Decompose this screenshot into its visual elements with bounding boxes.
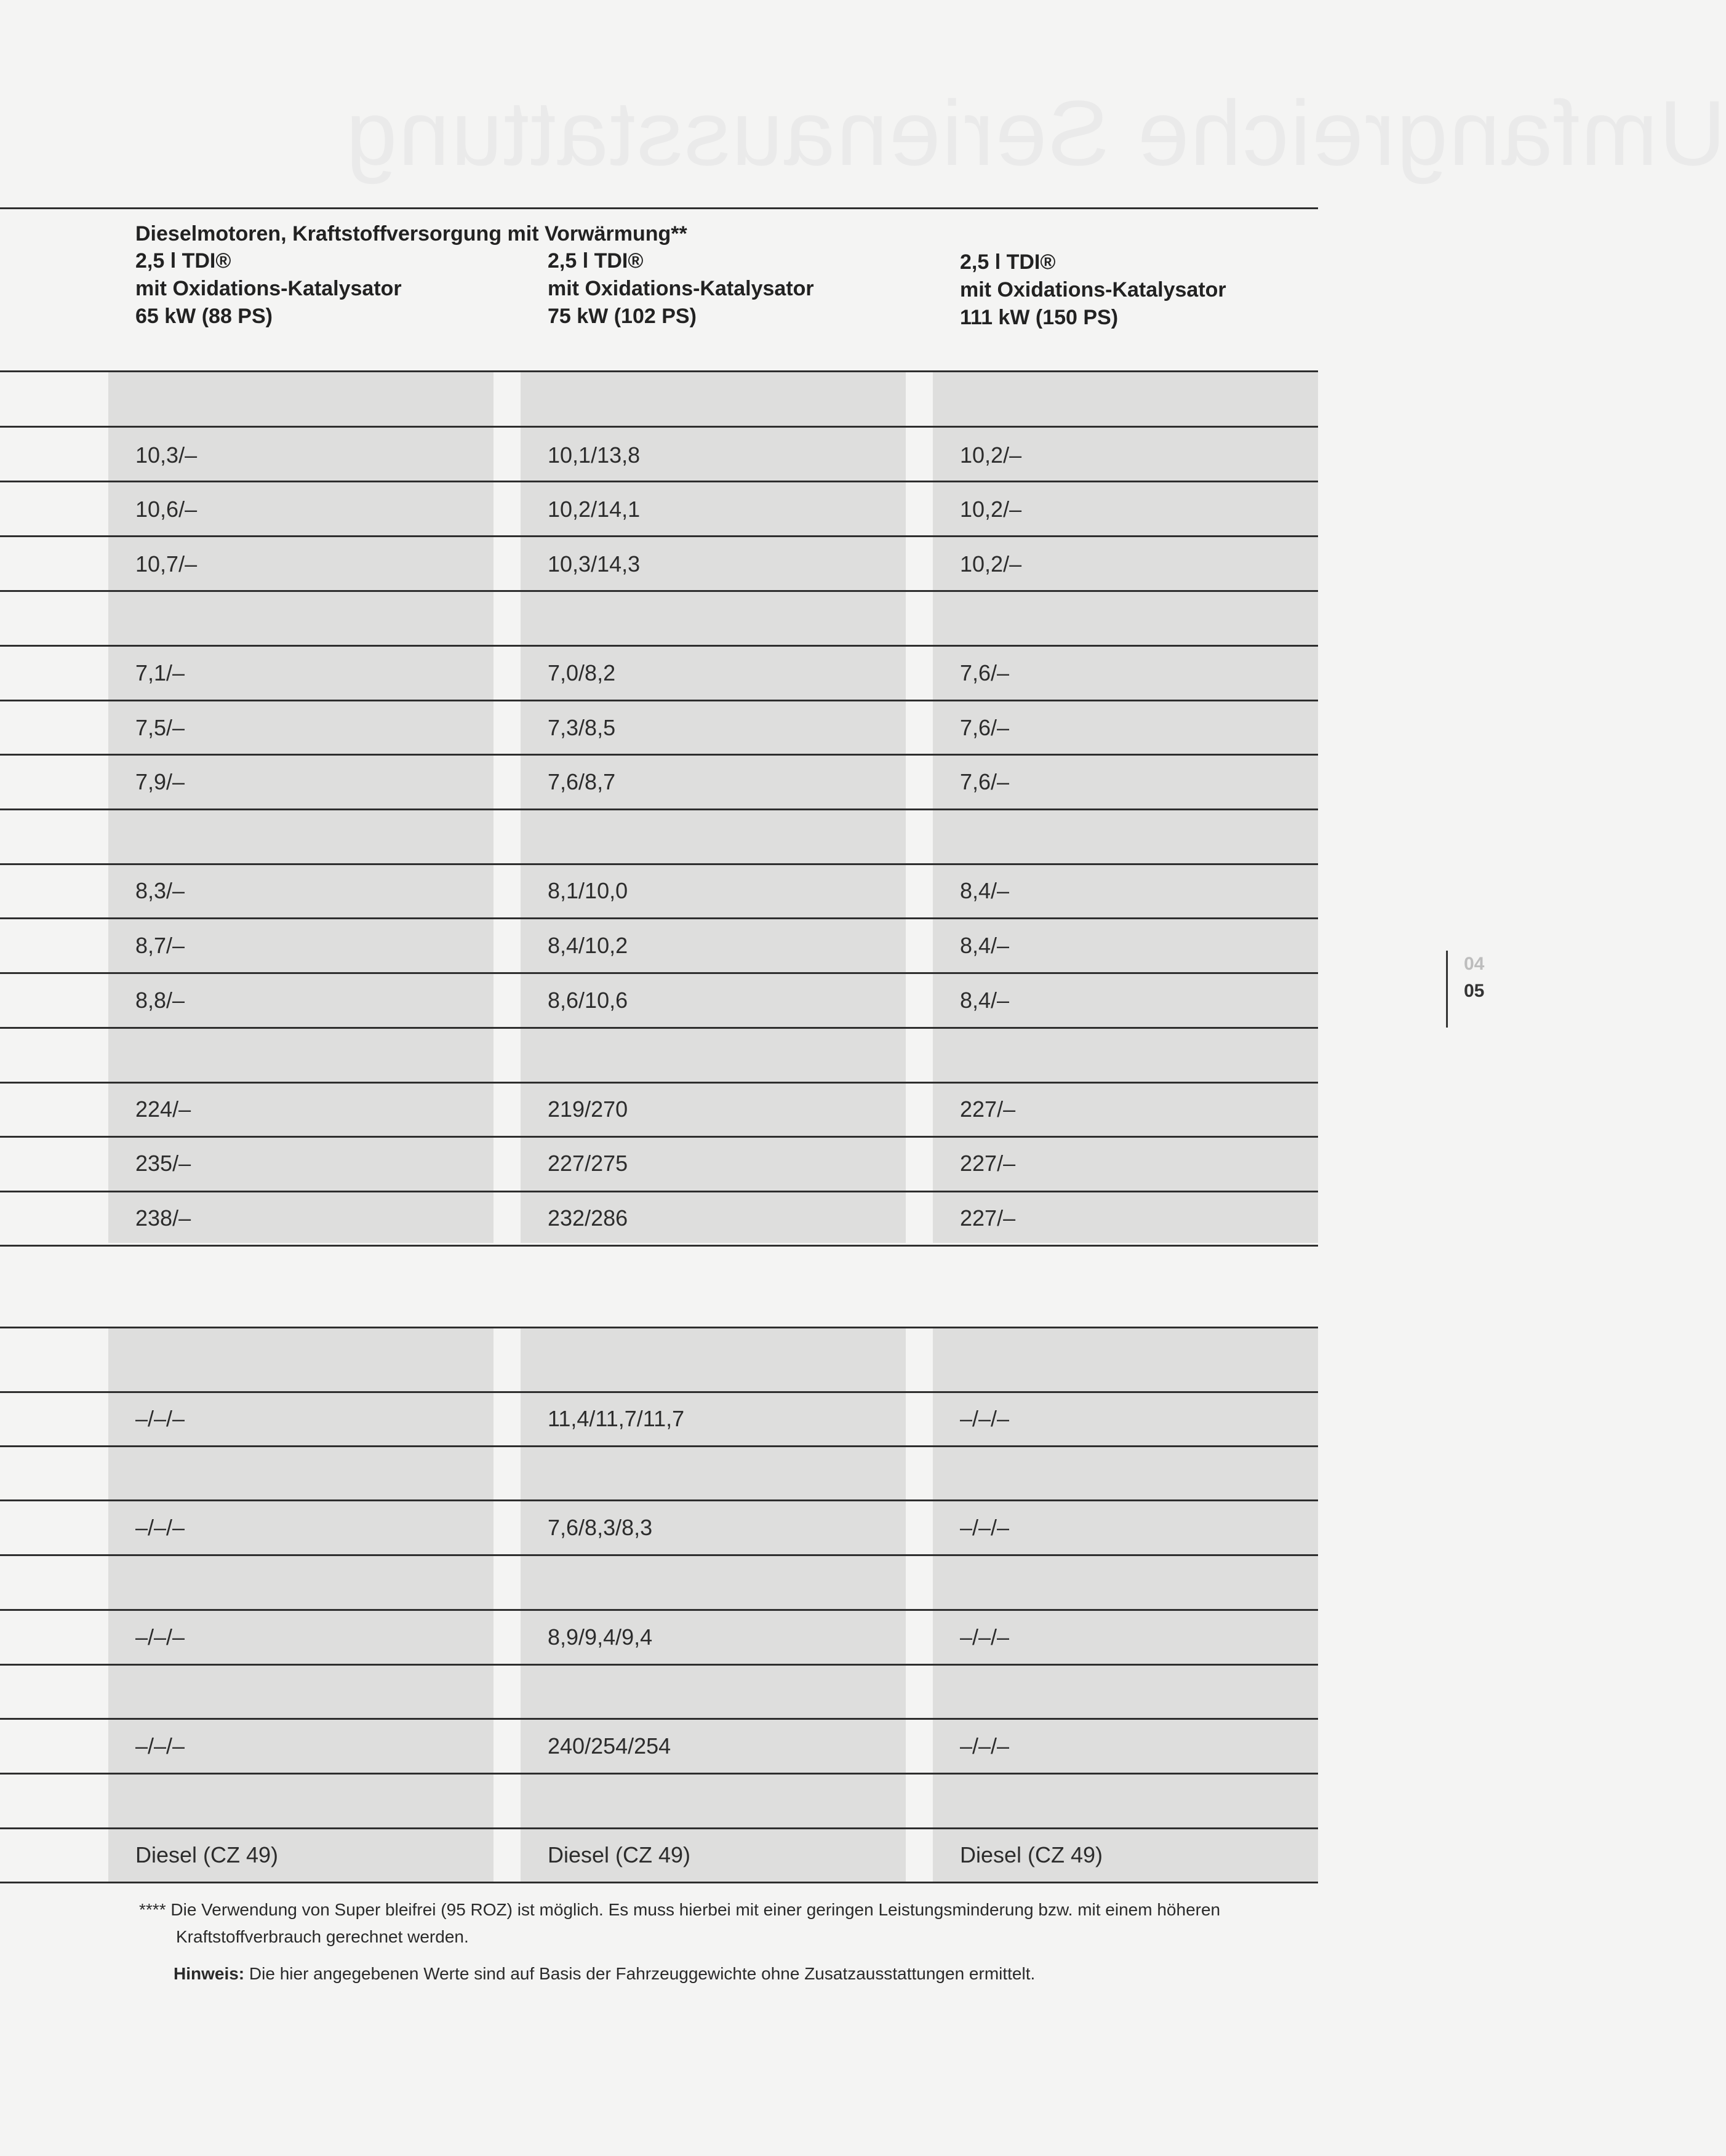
- footnote-marker: ****: [139, 1900, 166, 1919]
- table-cell: –/–/–: [960, 1624, 1010, 1650]
- table-cell: –/–/–: [135, 1733, 185, 1759]
- table-cell: 10,3/–: [135, 442, 198, 468]
- table-cell: 8,1/10,0: [548, 878, 628, 903]
- row-rule: [0, 370, 1318, 372]
- hint-text: Die hier angegebenen Werte sind auf Basis der Fahrzeuggewichte ohne Zusatzausstattungen ermittelt.: [244, 1964, 1036, 1983]
- catalyst-label: mit Oxidations-Katalysator: [960, 278, 1226, 301]
- engine-name: 2,5 l TDI®: [960, 250, 1056, 274]
- row-rule: [0, 1609, 1318, 1611]
- table-cell: 7,6/–: [960, 715, 1010, 740]
- row-rule: [0, 481, 1318, 482]
- table-cell: 227/275: [548, 1151, 628, 1176]
- power-label: 65 kW (88 PS): [135, 305, 273, 328]
- table-cell: –/–/–: [135, 1624, 185, 1650]
- page-number-previous: 04: [1464, 954, 1485, 974]
- row-rule: [0, 535, 1318, 537]
- table-cell: 7,6/8,7: [548, 769, 616, 794]
- table-cell: 10,3/14,3: [548, 551, 641, 577]
- table-cell: 11,4/11,7/11,7: [548, 1406, 685, 1431]
- table-cell: 8,4/–: [960, 878, 1010, 903]
- table-top-rule: [0, 207, 1318, 209]
- table-cell: Diesel (CZ 49): [135, 1842, 279, 1867]
- catalyst-label: mit Oxidations-Katalysator: [548, 277, 814, 300]
- table-cell: 10,7/–: [135, 551, 198, 577]
- table-cell: 7,5/–: [135, 715, 185, 740]
- table-cell: 8,7/–: [135, 933, 185, 958]
- row-rule: [0, 863, 1318, 865]
- row-rule: [0, 754, 1318, 756]
- table-cell: 10,1/13,8: [548, 442, 641, 468]
- row-rule: [0, 1327, 1318, 1328]
- footnote: [139, 1896, 1308, 1950]
- row-rule: [0, 645, 1318, 647]
- hint-note: [174, 1962, 1035, 1986]
- engine-column-header-3: [960, 249, 1341, 332]
- table-cell: 8,4/10,2: [548, 933, 628, 958]
- table-cell: 7,9/–: [135, 769, 185, 794]
- table-cell: 7,6/8,3/8,3: [548, 1515, 653, 1540]
- table-cell: 10,2/–: [960, 551, 1022, 577]
- table-cell: 232/286: [548, 1205, 628, 1231]
- table-cell: 7,6/–: [960, 660, 1010, 685]
- table-cell: 238/–: [135, 1205, 191, 1231]
- table-cell: 7,1/–: [135, 660, 185, 685]
- table-cell: –/–/–: [135, 1515, 185, 1540]
- section-title: Dieselmotoren, Kraftstoffversorgung mit Vorwärmung**: [135, 222, 687, 246]
- row-rule: [0, 700, 1318, 701]
- table-cell: –/–/–: [960, 1515, 1010, 1540]
- row-rule: [0, 426, 1318, 428]
- row-rule: [0, 972, 1318, 974]
- row-rule: [0, 1027, 1318, 1029]
- row-rule: [0, 1664, 1318, 1666]
- row-rule: [0, 1827, 1318, 1829]
- table-cell: –/–/–: [960, 1733, 1010, 1759]
- row-rule: [0, 1773, 1318, 1775]
- table-cell: –/–/–: [135, 1406, 185, 1431]
- table-cell: 227/–: [960, 1096, 1016, 1122]
- table-cell: 240/254/254: [548, 1733, 671, 1759]
- row-rule: [0, 1245, 1318, 1247]
- row-rule: [0, 1136, 1318, 1138]
- table-cell: 7,3/8,5: [548, 715, 616, 740]
- table-cell: 227/–: [960, 1205, 1016, 1231]
- row-rule: [0, 1718, 1318, 1720]
- page-number-current: 05: [1464, 981, 1485, 1001]
- background-title: Umfangreiche Serienausstattung: [345, 81, 1726, 185]
- table-cell: 219/270: [548, 1096, 628, 1122]
- row-rule: [0, 1082, 1318, 1084]
- table-cell: 224/–: [135, 1096, 191, 1122]
- engine-column-header-2: [548, 247, 929, 330]
- footnote-text: Die Verwendung von Super bleifrei (95 ROZ) ist möglich. Es muss hierbei mit einer geringen Leistungsminderung bzw. mit einem höheren: [170, 1900, 1221, 1919]
- table-cell: 8,4/–: [960, 933, 1010, 958]
- table-cell: –/–/–: [960, 1406, 1010, 1431]
- engine-name: 2,5 l TDI®: [135, 249, 231, 273]
- table-cell: 7,0/8,2: [548, 660, 616, 685]
- table-cell: Diesel (CZ 49): [548, 1842, 691, 1867]
- row-rule: [0, 917, 1318, 919]
- page-numbers: [1446, 951, 1484, 1028]
- table-cell: 8,8/–: [135, 988, 185, 1013]
- table-cell: 8,3/–: [135, 878, 185, 903]
- table-cell: 8,9/9,4/9,4: [548, 1624, 653, 1650]
- table-cell: 8,6/10,6: [548, 988, 628, 1013]
- power-label: 75 kW (102 PS): [548, 305, 697, 328]
- table-cell: 10,2/14,1: [548, 497, 641, 522]
- table-cell: 8,4/–: [960, 988, 1010, 1013]
- table-cell: 7,6/–: [960, 769, 1010, 794]
- power-label: 111 kW (150 PS): [960, 306, 1119, 329]
- footnote-text-continued: Kraftstoffverbrauch gerechnet werden.: [176, 1927, 469, 1946]
- row-rule: [0, 1554, 1318, 1556]
- table-cell: 235/–: [135, 1151, 191, 1176]
- row-rule: [0, 808, 1318, 810]
- engine-name: 2,5 l TDI®: [548, 249, 644, 273]
- row-rule: [0, 1391, 1318, 1393]
- row-rule: [0, 590, 1318, 592]
- row-rule: [0, 1882, 1318, 1883]
- table-cell: Diesel (CZ 49): [960, 1842, 1103, 1867]
- table-cell: 10,6/–: [135, 497, 198, 522]
- catalyst-label: mit Oxidations-Katalysator: [135, 277, 402, 300]
- row-rule: [0, 1191, 1318, 1192]
- table-cell: 10,2/–: [960, 442, 1022, 468]
- row-rule: [0, 1499, 1318, 1501]
- table-cell: 10,2/–: [960, 497, 1022, 522]
- hint-label: Hinweis:: [174, 1964, 245, 1983]
- row-rule: [0, 1445, 1318, 1447]
- engine-column-header-1: [135, 247, 517, 330]
- table-cell: 227/–: [960, 1151, 1016, 1176]
